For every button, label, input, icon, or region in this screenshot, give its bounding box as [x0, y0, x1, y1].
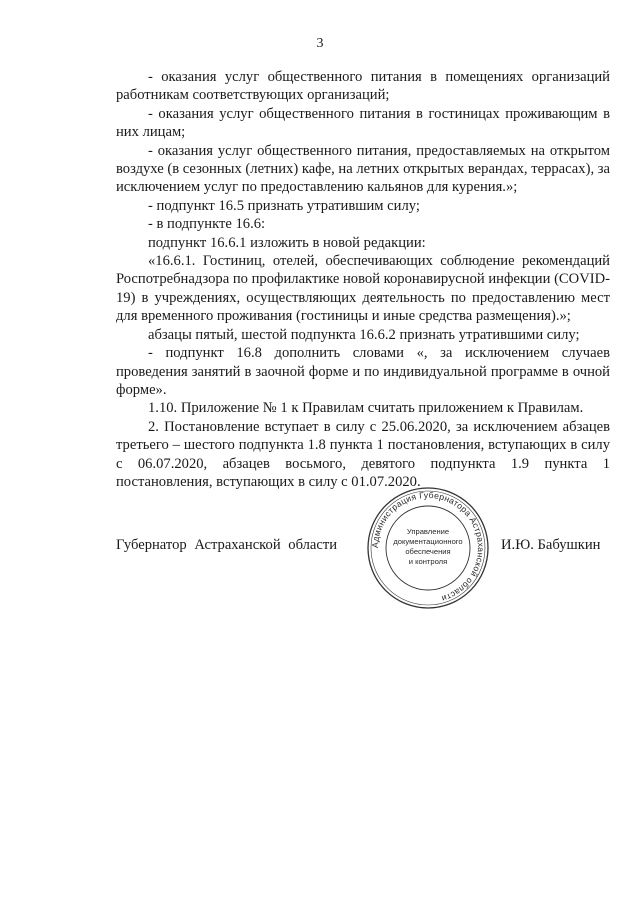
paragraph-3: - оказания услуг общественного питания, предоставляемых на открытом воздухе (в сезонных (летних) кафе, на летних открытых верандах, террасах), за исключением услуг по предоставлению кальянов для курения.»; [116, 142, 610, 196]
paragraph-4: - подпункт 16.5 признать утратившим силу; [148, 197, 420, 214]
stamp-seal-icon [366, 486, 490, 610]
paragraph-10: 1.10. Приложение № 1 к Правилам считать приложением к Правилам. [148, 400, 584, 417]
signatory-position: Губернатор Астраханской области [116, 537, 338, 553]
paragraph-8: абзацы пятый, шестой подпункта 16.6.2 признать утратившими силу; [148, 326, 580, 343]
signatory-name: И.Ю. Бабушкин [501, 537, 601, 553]
paragraph-5: - в подпункте 16.6: [148, 216, 266, 233]
stamp-line-3: обеспечения [405, 547, 451, 556]
official-stamp [366, 486, 490, 610]
paragraph-9: - подпункт 16.8 дополнить словами «, за исключением случаев проведения занятий в заочной форме и по индивидуальной программе в очной форме». [116, 345, 610, 398]
paragraph-7: «16.6.1. Гостиниц, отелей, обеспечивающих соблюдение рекомендаций Роспотребнадзора по профилактике новой коронавирусной инфекции (COVID-19) в учреждениях, осуществляющих деятельность по предоставлению мест для временного проживания (гостиницы и иные средства размещения).»; [116, 253, 610, 325]
stamp-line-2: документационного [393, 537, 463, 546]
stamp-ring-text: Администрация Губернатора Астраханской области [369, 489, 487, 604]
stamp-line-1: Управление [406, 527, 450, 536]
paragraph-6: подпункт 16.6.1 изложить в новой редакции: [148, 234, 426, 251]
paragraph-1: - оказания услуг общественного питания в помещениях организаций работникам соответствующих организаций; [116, 69, 610, 104]
page-number: 3 [316, 36, 324, 51]
stamp-line-4: и контроля [408, 557, 448, 566]
paragraph-11: 2. Постановление вступает в силу с 25.06.2020, за исключением абзацев третьего – шестого подпункта 1.8 пункта 1 постановления, вступающих в силу с 06.07.2020, абзацев восьмого, девятого подпункта 1.9 пункта 1 постановления, вступающих в силу с 01.07.2020. [116, 418, 610, 490]
paragraph-2: - оказания услуг общественного питания в гостиницах проживающим в них лицам; [116, 105, 610, 141]
document-body [116, 68, 610, 491]
